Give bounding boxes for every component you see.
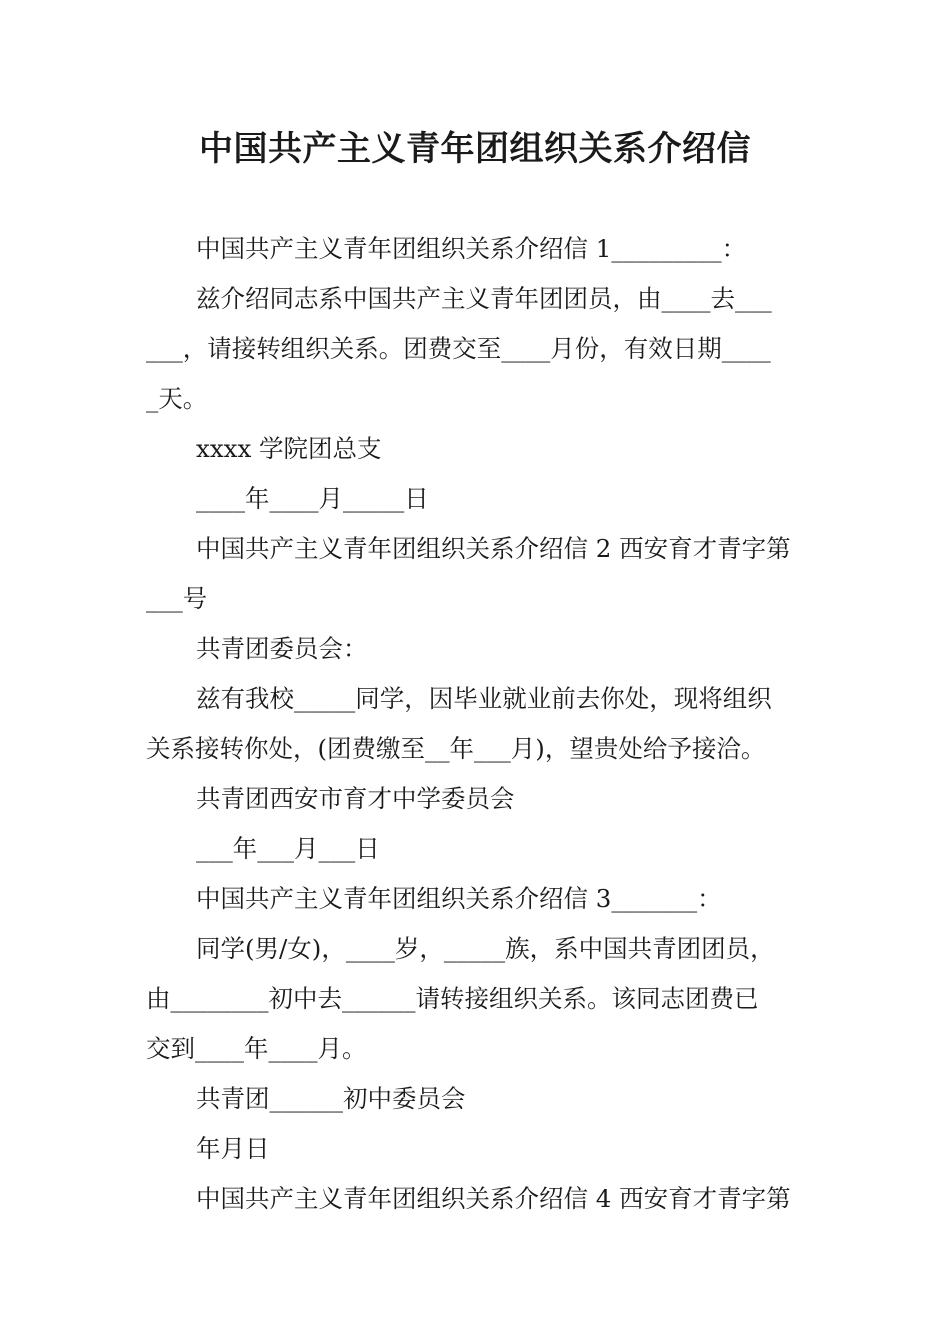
- document-title: 中国共产主义青年团组织关系介绍信: [199, 129, 751, 169]
- text-line: 由________初中去______请转接组织关系。该同志团费已: [146, 984, 759, 1013]
- paragraph-intro-2: [146, 524, 810, 624]
- text-line: 关系接转你处，(团费缴至__年___月)，望贵处给予接洽。: [146, 734, 766, 763]
- paragraph-intro-3: [146, 874, 810, 924]
- paragraph-date-2: [146, 824, 810, 874]
- paragraph-date-1: [146, 474, 810, 524]
- paragraph-letter-3-body: [146, 924, 810, 1074]
- text-line: 共青团______初中委员会: [196, 1084, 466, 1113]
- text-line: 兹有我校_____同学，因毕业就业前去你处，现将组织: [196, 684, 772, 713]
- paragraph-letter-2-body: [146, 674, 810, 774]
- paragraph-signature-2: [146, 774, 810, 824]
- text-line: ___年___月___日: [196, 834, 380, 863]
- text-line: 共青团委员会：: [196, 634, 368, 663]
- text-line: _天。: [146, 384, 208, 413]
- paragraph-signature-1: [146, 424, 810, 474]
- text-line: 交到____年____月。: [146, 1034, 367, 1063]
- text-line: 同学(男/女)，____岁，_____族，系中国共青团团员，: [196, 934, 775, 963]
- text-line: 中国共产主义青年团组织关系介绍信 3_______：: [196, 884, 722, 913]
- text-line: ___，请接转组织关系。团费交至____月份，有效日期____: [146, 334, 771, 363]
- text-line: xxxx 学院团总支: [196, 434, 382, 463]
- text-line: ___号: [146, 584, 208, 613]
- text-line: 年月日: [196, 1134, 270, 1163]
- text-line: 共青团西安市育才中学委员会: [196, 784, 515, 813]
- paragraph-intro-4: [146, 1174, 810, 1224]
- paragraph-letter-1-body: [146, 274, 810, 424]
- paragraph-signature-3: [146, 1074, 810, 1124]
- text-line: 中国共产主义青年团组织关系介绍信 2 西安育才青字第: [196, 534, 791, 563]
- text-line: 兹介绍同志系中国共产主义青年团团员，由____去___: [196, 284, 772, 313]
- text-line: 中国共产主义青年团组织关系介绍信 4 西安育才青字第: [196, 1184, 791, 1213]
- paragraph-date-3: [146, 1124, 810, 1174]
- paragraph-intro-1: [146, 224, 810, 274]
- text-line: 中国共产主义青年团组织关系介绍信 1_________：: [196, 234, 747, 263]
- paragraph-addressee-2: [146, 624, 810, 674]
- text-line: ____年____月_____日: [196, 484, 429, 513]
- document-body: [146, 224, 810, 1224]
